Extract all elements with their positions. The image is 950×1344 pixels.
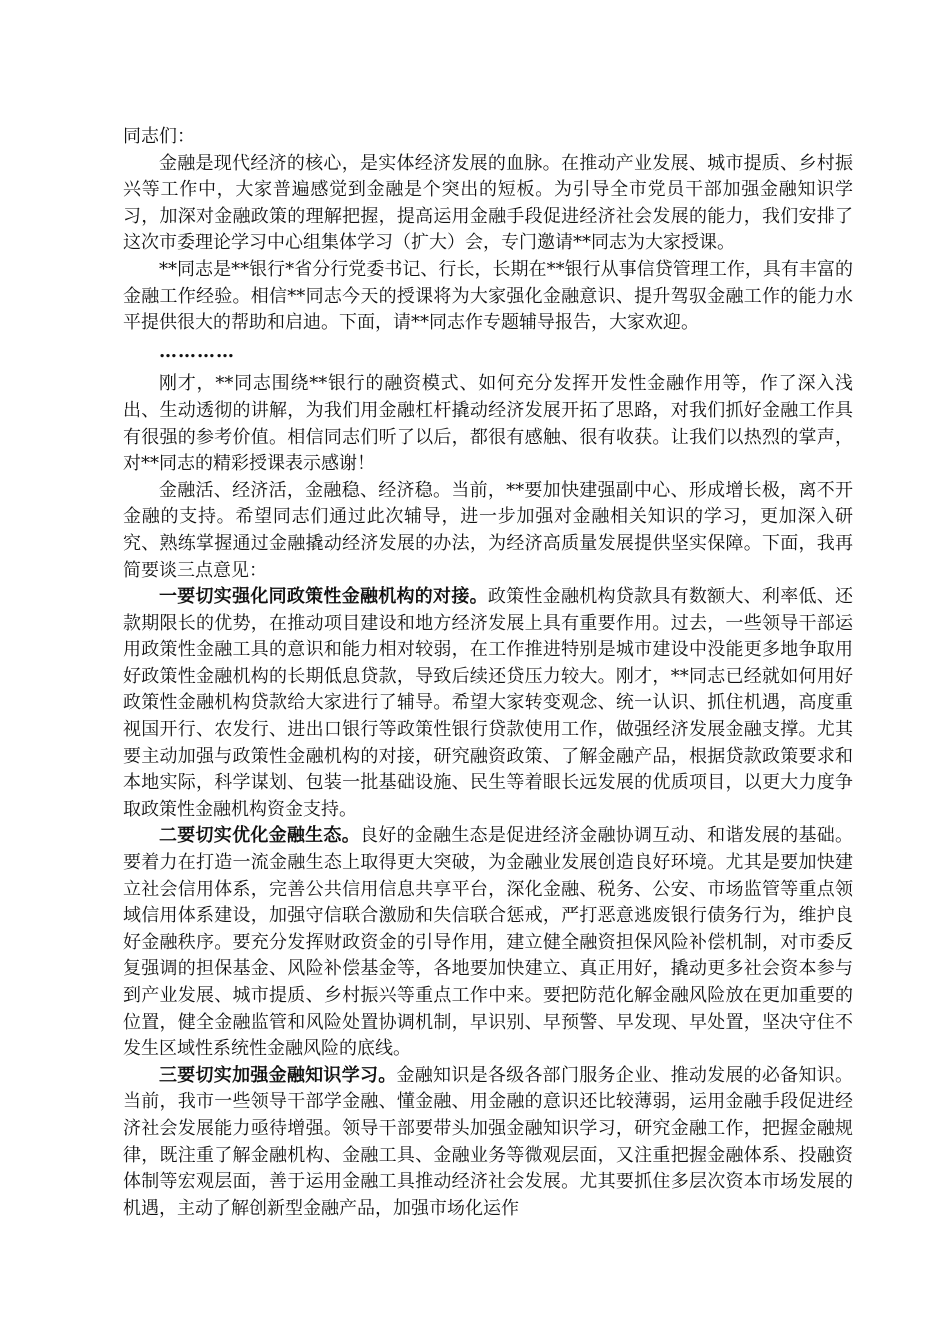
- paragraph-speaker-intro: **同志是**银行*省分行党委书记、行长，长期在**银行从事信贷管理工作，具有丰富的金融工作经验。相信**同志今天的授课将为大家强化金融意识、提升驾驭金融工作的能力水平提供很大的帮助和启迪。下面，请**同志作专题辅导报告，大家欢迎。: [123, 258, 853, 334]
- ellipsis: …………: [159, 340, 235, 362]
- point-1-body: 政策性金融机构贷款具有数额大、利率低、还款期限长的优势，在推动项目建设和地方经济发展上具有重要作用。过去，一些领导干部运用政策性金融工具的意识和能力相对较弱，在工作推进特别是城市建设中没能更多地争取用好政策性金融机构的长期低息贷款，导致后续还贷压力较大。刚才，**同志已经就如何用好政策性金融机构贷款给大家进行了辅导。希望大家转变观念、统一认识、抓住机遇，高度重视国开行、农发行、进出口银行等政策性银行贷款使用工作，做强经济发展金融支撑。尤其要主动加强与政策性金融机构的对接，研究融资政策、了解金融产品，根据贷款政策要求和本地实际，科学谋划、包装一批基础设施、民生等着眼长远发展的优质项目，以更大力度争取政策性金融机构资金支持。: [123, 586, 854, 820]
- document-body: [123, 124, 853, 1222]
- point-1-heading: 一要切实强化同政策性金融机构的对接。: [159, 586, 488, 608]
- paragraph-thanks: 刚才，**同志围绕**银行的融资模式、如何充分发挥开发性金融作用等，作了深入浅出、生动透彻的讲解，为我们用金融杠杆撬动经济发展开拓了思路，对我们抓好金融工作具有很强的参考价值。相信同志们听了以后，都很有感触、很有收获。让我们以热烈的掌声，对**同志的精彩授课表示感谢！: [123, 373, 853, 475]
- point-3-heading: 三要切实加强金融知识学习。: [159, 1064, 397, 1086]
- point-2: [123, 823, 853, 1062]
- point-2-body: 良好的金融生态是促进经济金融协调互动、和谐发展的基础。要着力在打造一流金融生态上取得更大突破，为金融业发展创造良好环境。尤其是要加快建立社会信用体系，完善公共信用信息共享平台，深化金融、税务、公安、市场监管等重点领域信用体系建设，加强守信联合激励和失信联合惩戒，严打恶意逃废银行债务行为，维护良好金融秩序。要充分发挥财政资金的引导作用，建立健全融资担保风险补偿机制，对市委反复强调的担保基金、风险补偿基金等，各地要加快建立、真正用好，撬动更多社会资本参与到产业发展、城市提质、乡村振兴等重点工作中来。要把防范化解金融风险放在更加重要的位置，健全金融监管和风险处置协调机制，早识别、早预警、早发现、早处置，坚决守住不发生区域性系统性金融风险的底线。: [123, 825, 854, 1060]
- greeting: 同志们：: [123, 126, 195, 147]
- point-3: [123, 1063, 853, 1223]
- point-2-heading: 二要切实优化金融生态。: [159, 825, 360, 847]
- paragraph-transition: 金融活、经济活，金融稳、经济稳。当前，**要加快建强副中心、形成增长极，离不开金融的支持。希望同志们通过此次辅导，进一步加强对金融相关知识的学习，更加深入研究、熟练掌握通过金融撬动经济发展的办法，为经济高质量发展提供坚实保障。下面，我再简要谈三点意见：: [123, 479, 853, 581]
- point-3-body: 金融知识是各级各部门服务企业、推动发展的必备知识。当前，我市一些领导干部学金融、懂金融、用金融的意识还比较薄弱，运用金融手段促进经济社会发展能力亟待增强。领导干部要带头加强金融知识学习，研究金融工作，把握金融规律，既注重了解金融机构、金融工具、金融业务等微观层面，又注重把握金融体系、投融资体制等宏观层面，善于运用金融工具推动经济社会发展。尤其要抓住多层次资本市场发展的机遇，主动了解创新型金融产品，加强市场化运作: [123, 1064, 853, 1219]
- paragraph-intro: 金融是现代经济的核心，是实体经济发展的血脉。在推动产业发展、城市提质、乡村振兴等工作中，大家普遍感觉到金融是个突出的短板。为引导全市党员干部加强金融知识学习，加深对金融政策的理解把握，提高运用金融手段促进经济社会发展的能力，我们安排了这次市委理论学习中心组集体学习（扩大）会，专门邀请**同志为大家授课。: [123, 152, 853, 254]
- point-1: [123, 584, 853, 823]
